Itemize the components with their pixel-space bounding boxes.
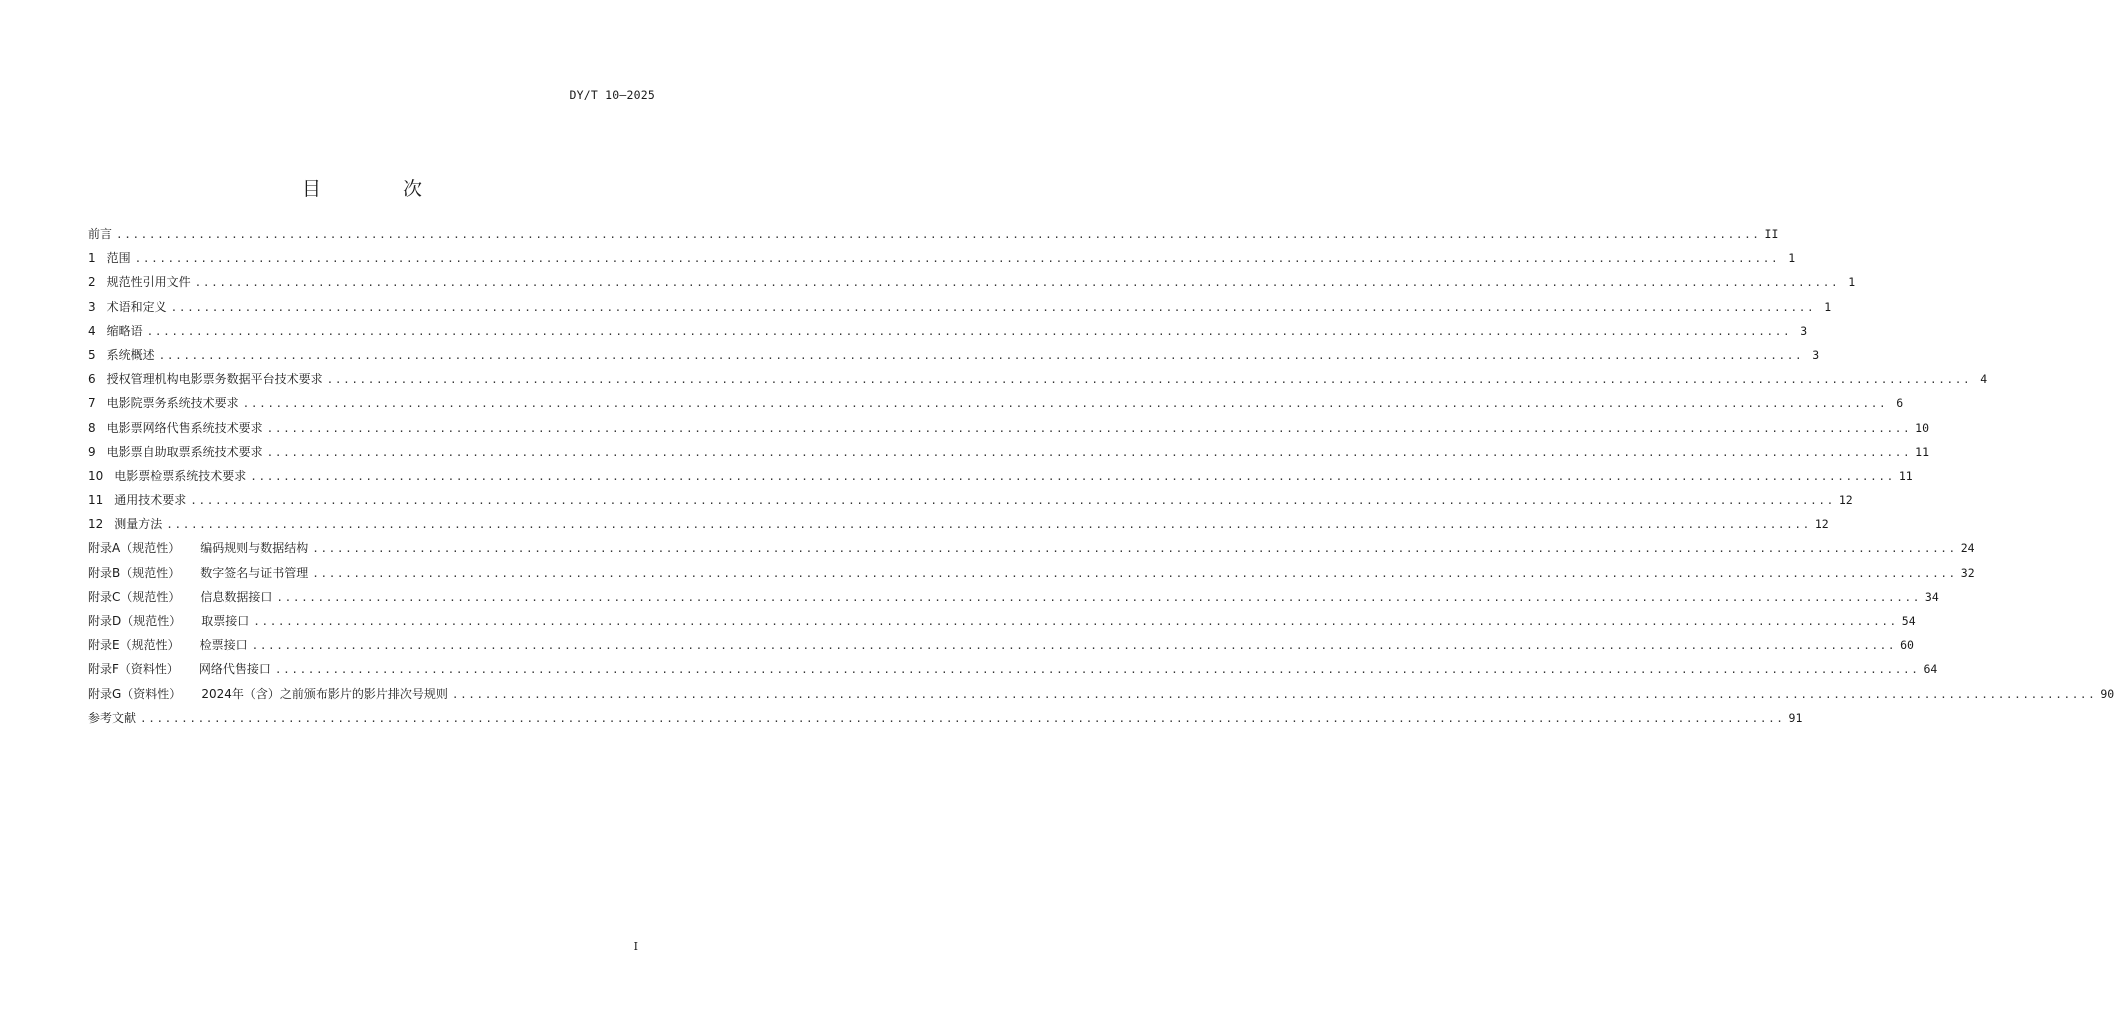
toc-entry-number: 8 (88, 420, 96, 435)
leader-dots: ........................................................................................................................................................................................................ (158, 348, 1804, 362)
toc-entry-page: 10 (1915, 420, 1930, 435)
toc-entry[interactable] (88, 346, 1820, 370)
toc-entry-title: 参考文献 (88, 710, 137, 725)
toc-entry-number: 11 (88, 493, 104, 508)
toc-entry[interactable] (88, 298, 1832, 322)
toc-entry-title: 电影院票务系统技术要求 (106, 396, 239, 411)
toc-entry[interactable] (88, 394, 1904, 418)
toc-entry-page: 12 (1838, 493, 1853, 508)
toc-entry[interactable] (88, 322, 1808, 346)
leader-dots: ........................................................................................................................................................................................................ (326, 373, 1972, 387)
toc-entry-page: 6 (1896, 396, 1904, 411)
toc-entry[interactable] (88, 491, 1853, 515)
toc-entry-number: 附录G（资料性） (88, 686, 182, 701)
leader-dots: ........................................................................................................................................................................................................ (250, 469, 1895, 483)
leader-dots: ........................................................................................................................................................................................................ (276, 590, 1921, 604)
toc-entry-page: 12 (1814, 517, 1829, 532)
toc-entry-title: 范围 (106, 251, 131, 266)
toc-entry-page: 60 (1900, 638, 1914, 653)
toc-entry-page: II (1764, 227, 1779, 241)
leader-dots: ........................................................................................................................................................................................................ (253, 615, 1898, 628)
leader-dots: ........................................................................................................................................................................................................ (266, 445, 1912, 459)
leader-dots: ........................................................................................................................................................................................................ (166, 518, 1811, 532)
toc-entry-title: 测量方法 (114, 517, 163, 532)
toc-entry-title: 授权管理机构电影票务数据平台技术要求 (106, 372, 323, 387)
toc-entry-number: 附录B（规范性） (88, 565, 181, 580)
toc-entry-page: 64 (1923, 662, 1938, 677)
toc-entry-page: 1 (1788, 251, 1796, 266)
toc-entry[interactable] (88, 467, 1913, 491)
toc-entry-title: 缩略语 (106, 323, 143, 338)
toc-entry-number: 附录F（资料性） (88, 662, 179, 677)
toc-entry-title: 取票接口 (201, 614, 250, 628)
toc-entry-page: 4 (1980, 372, 1988, 387)
toc-entry-title: 术语和定义 (106, 299, 167, 314)
toc-entry[interactable] (88, 443, 1930, 467)
toc-entry-number: 附录E（规范性） (88, 638, 180, 653)
leader-dots: ........................................................................................................................................................................................................ (312, 542, 1957, 556)
toc-entry[interactable] (88, 612, 1916, 636)
toc-entry-title: 信息数据接口 (200, 589, 273, 604)
toc-entry[interactable] (88, 685, 2114, 709)
toc-entry[interactable] (88, 588, 1939, 612)
toc-entry-title: 电影票网络代售系统技术要求 (106, 420, 263, 435)
toc-entry-number: 9 (88, 444, 96, 459)
leader-dots: ........................................................................................................................................................................................................ (116, 228, 1761, 241)
leader-dots: ........................................................................................................................................................................................................ (312, 566, 1957, 580)
toc-entry-page: 3 (1812, 347, 1820, 362)
toc-entry-number: 1 (88, 251, 96, 266)
leader-dots: ........................................................................................................................................................................................................ (451, 687, 2097, 701)
leader-dots: ........................................................................................................................................................................................................ (140, 711, 1785, 725)
toc-entry[interactable] (88, 249, 1796, 273)
page-title: 目 次 (301, 178, 461, 200)
leader-dots: ........................................................................................................................................................................................................ (274, 663, 1920, 677)
toc-entry-page: 32 (1960, 565, 1975, 580)
toc-entry-title: 规范性引用文件 (106, 275, 191, 290)
toc-entry-number: 附录D（规范性） (88, 614, 182, 628)
toc-entry-number: 12 (88, 517, 104, 532)
toc-entry[interactable] (88, 225, 1779, 249)
toc-entry-page: 11 (1898, 468, 1913, 483)
toc-entry-number: 附录C（规范性） (88, 589, 181, 604)
toc-entry-title: 检票接口 (199, 638, 248, 653)
toc-entry-title: 系统概述 (106, 347, 155, 362)
toc-entry-number: 2 (88, 275, 96, 290)
toc-entry-number: 3 (88, 299, 96, 314)
leader-dots: ........................................................................................................................................................................................................ (242, 397, 1888, 411)
leader-dots: ........................................................................................................................................................................................................ (190, 494, 1835, 508)
toc-entry-page: 91 (1788, 710, 1803, 725)
toc-entry[interactable] (88, 636, 1914, 660)
toc-entry-title: 数字签名与证书管理 (200, 565, 309, 580)
toc-entry[interactable] (88, 660, 1938, 684)
toc-entry-number: 4 (88, 323, 96, 338)
toc-entry-page: 11 (1915, 444, 1930, 459)
toc-entry[interactable] (88, 539, 1975, 563)
leader-dots: ........................................................................................................................................................................................................ (146, 324, 1792, 338)
standard-code: DY/T 10—2025 (569, 88, 655, 102)
toc-entry[interactable] (88, 564, 1975, 588)
toc-entry-title: 编码规则与数据结构 (200, 541, 309, 556)
toc-entry[interactable] (88, 419, 1930, 443)
toc-entry-page: 1 (1848, 275, 1856, 290)
toc-entry[interactable] (88, 709, 1803, 733)
page-number: I (633, 940, 638, 953)
toc-entry-number: 附录A（规范性） (88, 541, 181, 556)
table-of-contents (88, 225, 2114, 733)
toc-entry-page: 1 (1824, 299, 1832, 314)
toc-entry[interactable] (88, 515, 1829, 539)
toc-entry-page: 54 (1901, 614, 1916, 628)
leader-dots: ........................................................................................................................................................................................................ (266, 421, 1912, 435)
toc-entry[interactable] (88, 370, 1988, 394)
toc-entry-number: 6 (88, 372, 96, 387)
toc-entry-title: 2024年（含）之前颁布影片的影片排次号规则 (201, 686, 448, 701)
toc-entry-title: 电影票自助取票系统技术要求 (106, 444, 263, 459)
toc-entry-number: 7 (88, 396, 96, 411)
toc-entry-page: 24 (1960, 541, 1975, 556)
toc-entry-number: 10 (88, 468, 104, 483)
leader-dots: ........................................................................................................................................................................................................ (251, 639, 1897, 653)
leader-dots: ........................................................................................................................................................................................................ (170, 300, 1816, 314)
toc-entry-page: 3 (1800, 323, 1808, 338)
toc-entry-page: 90 (2100, 686, 2114, 701)
leader-dots: ........................................................................................................................................................................................................ (134, 252, 1780, 266)
toc-entry-title: 前言 (88, 227, 113, 241)
toc-entry-title: 通用技术要求 (114, 493, 187, 508)
toc-entry-title: 网络代售接口 (198, 662, 271, 677)
leader-dots: ........................................................................................................................................................................................................ (194, 276, 1840, 290)
toc-entry-title: 电影票检票系统技术要求 (114, 468, 247, 483)
toc-entry-page: 34 (1924, 589, 1939, 604)
toc-entry-number: 5 (88, 347, 96, 362)
toc-entry[interactable] (88, 273, 1856, 297)
